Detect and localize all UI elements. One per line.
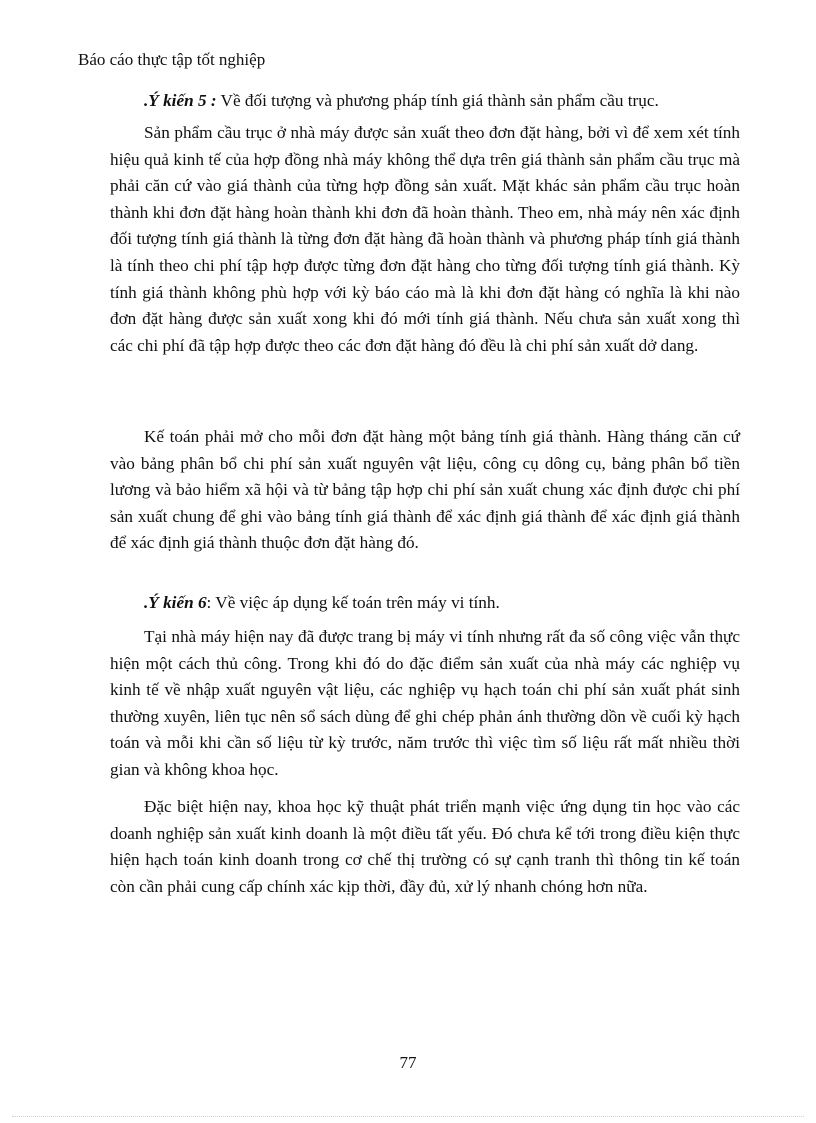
page-number: 77 (399, 1053, 417, 1072)
paragraph-4: Đặc biệt hiện nay, khoa học kỹ thuật phát triển mạnh việc ứng dụng tin học vào các doanh nghiệp sản xuất kinh doanh là một điều tất yếu. Đó chưa kể tới trong điều kiện thực hiện hạch toán kinh doanh trong cơ chế thị trường có sự cạnh tranh thì thông tin kế toán còn cần phải cung cấp chính xác kịp thời, đầy đủ, xử lý nhanh chóng hơn nữa. (110, 797, 740, 896)
paragraph-2: Kế toán phải mở cho mỗi đơn đặt hàng một bảng tính giá thành. Hàng tháng căn cứ vào bảng phân bổ chi phí sản xuất nguyên vật liệu, công cụ dông cụ, bảng phân bổ tiền lương và bảo hiểm xã hội và từ bảng tập hợp chi phí sản xuất chung xác định được chi phí sản xuất chung để ghi vào bảng tính giá thành để xác định giá thành để xác định giá thành để xác định giá thành thuộc đơn đặt hàng đó. (110, 427, 740, 553)
opinion-6-title: : Về việc áp dụng kế toán trên máy vi tính. (206, 593, 500, 612)
paragraph-1: Sản phẩm cầu trục ở nhà máy được sản xuất theo đơn đặt hàng, bởi vì để xem xét tính hiệu quả kinh tế của hợp đồng nhà máy không thể dựa trên giá thành sản phẩm cầu trục mà phải căn cứ vào giá thành của từng hợp đồng sản xuất. Mặt khác sản phẩm cầu trục hoàn thành khi đơn đặt hàng hoàn thành khi đơn đã hoàn thành. Theo em, nhà máy nên xác định đối tượng tính giá thành là từng đơn đặt hàng đã hoàn thành và phương pháp tính giá thành là tính theo chi phí tập hợp được từng đơn đặt hàng cho từng đối tượng tính giá thành. Kỳ tính giá thành không phù hợp với kỳ báo cáo mà là khi đơn đặt hàng có nghĩa là khi nào đơn đặt hàng được sản xuất xong khi đó mới tính giá thành. Nếu chưa sản xuất xong thì các chi phí đã tập hợp được theo các đơn đặt hàng đó đều là chi phí sản xuất dở dang. (110, 123, 740, 355)
opinion-5-label: .Ý kiến 5 : (144, 91, 217, 110)
opinion-6-label: .Ý kiến 6 (144, 593, 207, 612)
opinion-6-heading (110, 590, 740, 617)
paragraph-3: Tại nhà máy hiện nay đã được trang bị máy vi tính nhưng rất đa số công việc vẫn thực hiện một cách thủ công. Trong khi đó do đặc điểm sản xuất của nhà máy các nghiệp vụ kinh tế về nhập xuất nguyên vật liệu, các nghiệp vụ hạch toán chi phí sản xuất phát sinh thường xuyên, liên tục nên sổ sách dùng để ghi chép phản ánh thường dồn về cuối kỳ hạch toán và mỗi khi cần số liệu từ kỳ trước, năm trước thì việc tìm số liệu rất mất nhiều thời gian và không khoa học. (110, 627, 740, 779)
opinion-5-title: Về đối tượng và phương pháp tính giá thành sản phẩm cầu trục. (216, 91, 659, 110)
opinion-5-heading (110, 88, 740, 115)
page-bottom-divider (12, 1116, 804, 1117)
page-header: Báo cáo thực tập tốt nghiệp (78, 50, 266, 69)
